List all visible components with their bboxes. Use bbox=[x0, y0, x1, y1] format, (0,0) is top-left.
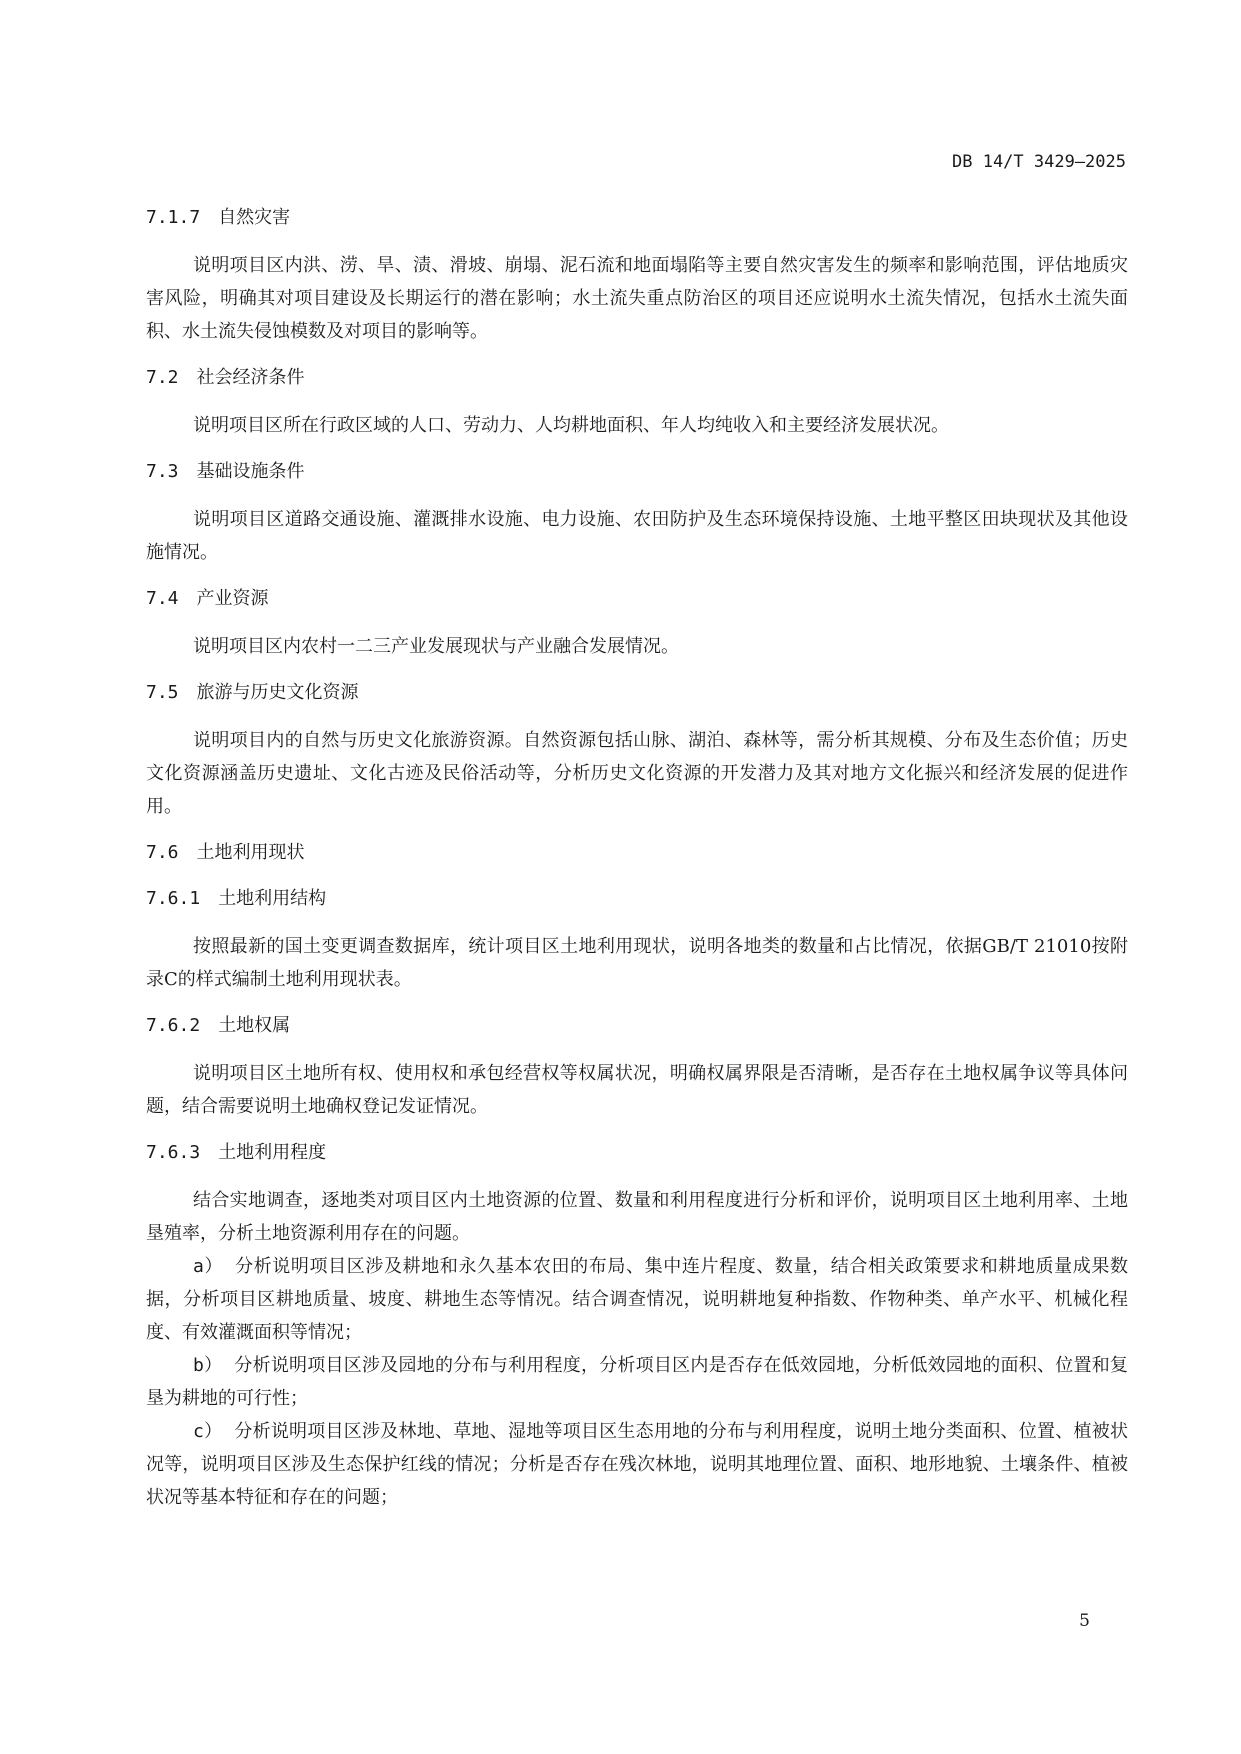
section-heading bbox=[146, 678, 1128, 708]
section-title: 自然灾害 bbox=[218, 207, 291, 228]
section-heading bbox=[146, 1011, 1128, 1041]
document-body bbox=[146, 203, 1128, 1514]
section-number: 7.3 bbox=[146, 461, 179, 482]
list-marker: b） bbox=[193, 1355, 223, 1376]
section-7-2 bbox=[146, 363, 1128, 442]
section-number: 7.6.3 bbox=[146, 1142, 201, 1163]
section-paragraph: 说明项目区内农村一二三产业发展现状与产业融合发展情况。 bbox=[193, 636, 679, 657]
section-heading bbox=[146, 838, 1128, 868]
section-title: 土地权属 bbox=[218, 1015, 291, 1036]
list-text: 分析说明项目区涉及林地、草地、湿地等项目区生态用地的分布与利用程度，说明土地分类面积、位置、植被状况等，说明项目区涉及生态保护红线的情况；分析是否存在残次林地，说明其地理位置、面积、地形地貌、土壤条件、植被状况等基本特征和存在的问题； bbox=[146, 1421, 1128, 1508]
section-7-6 bbox=[146, 838, 1128, 868]
section-7-1-7 bbox=[146, 203, 1128, 348]
list-item-c bbox=[146, 1415, 1128, 1514]
section-title: 旅游与历史文化资源 bbox=[196, 682, 359, 703]
section-number: 7.6 bbox=[146, 842, 179, 863]
section-paragraph: 说明项目区内洪、涝、旱、渍、滑坡、崩塌、泥石流和地面塌陷等主要自然灾害发生的频率和影响范围，评估地质灾害风险，明确其对项目建设及长期运行的潜在影响；水土流失重点防治区的项目还应说明水土流失情况，包括水土流失面积、水土流失侵蚀模数及对项目的影响等。 bbox=[146, 255, 1128, 342]
section-title: 基础设施条件 bbox=[196, 461, 305, 482]
section-title: 土地利用程度 bbox=[218, 1142, 327, 1163]
section-7-6-3 bbox=[146, 1138, 1128, 1514]
list-text: 分析说明项目区涉及园地的分布与利用程度，分析项目区内是否存在低效园地，分析低效园地的面积、位置和复垦为耕地的可行性； bbox=[146, 1355, 1128, 1409]
standard-code-header: DB 14/T 3429—2025 bbox=[952, 152, 1126, 172]
section-7-6-2 bbox=[146, 1011, 1128, 1123]
section-number: 7.6.2 bbox=[146, 1015, 201, 1036]
section-title: 社会经济条件 bbox=[196, 367, 305, 388]
section-paragraph: 按照最新的国土变更调查数据库，统计项目区土地利用现状，说明各地类的数量和占比情况，依据GB/T 21010按附录C的样式编制土地利用现状表。 bbox=[146, 936, 1128, 990]
list-marker: c） bbox=[193, 1421, 223, 1442]
section-number: 7.6.1 bbox=[146, 888, 201, 909]
section-heading bbox=[146, 1138, 1128, 1168]
section-title: 产业资源 bbox=[196, 588, 269, 609]
section-heading bbox=[146, 363, 1128, 393]
section-7-6-1 bbox=[146, 884, 1128, 996]
section-number: 7.2 bbox=[146, 367, 179, 388]
list-marker: a） bbox=[193, 1256, 224, 1277]
section-number: 7.1.7 bbox=[146, 207, 201, 228]
page-number: 5 bbox=[1079, 1611, 1090, 1631]
section-heading bbox=[146, 203, 1128, 233]
section-paragraph: 结合实地调查，逐地类对项目区内土地资源的位置、数量和利用程度进行分析和评价，说明项目区土地利用率、土地垦殖率，分析土地资源利用存在的问题。 bbox=[146, 1190, 1128, 1244]
list-item-a bbox=[146, 1250, 1128, 1349]
section-paragraph: 说明项目内的自然与历史文化旅游资源。自然资源包括山脉、湖泊、森林等，需分析其规模、分布及生态价值；历史文化资源涵盖历史遗址、文化古迹及民俗活动等，分析历史文化资源的开发潜力及其对地方文化振兴和经济发展的促进作用。 bbox=[146, 730, 1128, 817]
section-7-5 bbox=[146, 678, 1128, 823]
list-item-b bbox=[146, 1349, 1128, 1415]
section-number: 7.4 bbox=[146, 588, 179, 609]
list-text: 分析说明项目区涉及耕地和永久基本农田的布局、集中连片程度、数量，结合相关政策要求和耕地质量成果数据，分析项目区耕地质量、坡度、耕地生态等情况。结合调查情况，说明耕地复种指数、作物种类、单产水平、机械化程度、有效灌溉面积等情况； bbox=[146, 1256, 1128, 1343]
section-heading bbox=[146, 457, 1128, 487]
section-paragraph: 说明项目区土地所有权、使用权和承包经营权等权属状况，明确权属界限是否清晰，是否存在土地权属争议等具体问题，结合需要说明土地确权登记发证情况。 bbox=[146, 1063, 1128, 1117]
section-heading bbox=[146, 884, 1128, 914]
section-7-3 bbox=[146, 457, 1128, 569]
section-number: 7.5 bbox=[146, 682, 179, 703]
section-title: 土地利用结构 bbox=[218, 888, 327, 909]
section-heading bbox=[146, 584, 1128, 614]
section-paragraph: 说明项目区道路交通设施、灌溉排水设施、电力设施、农田防护及生态环境保持设施、土地平整区田块现状及其他设施情况。 bbox=[146, 509, 1128, 563]
section-7-4 bbox=[146, 584, 1128, 663]
section-paragraph: 说明项目区所在行政区域的人口、劳动力、人均耕地面积、年人均纯收入和主要经济发展状况。 bbox=[193, 415, 949, 436]
section-title: 土地利用现状 bbox=[196, 842, 305, 863]
